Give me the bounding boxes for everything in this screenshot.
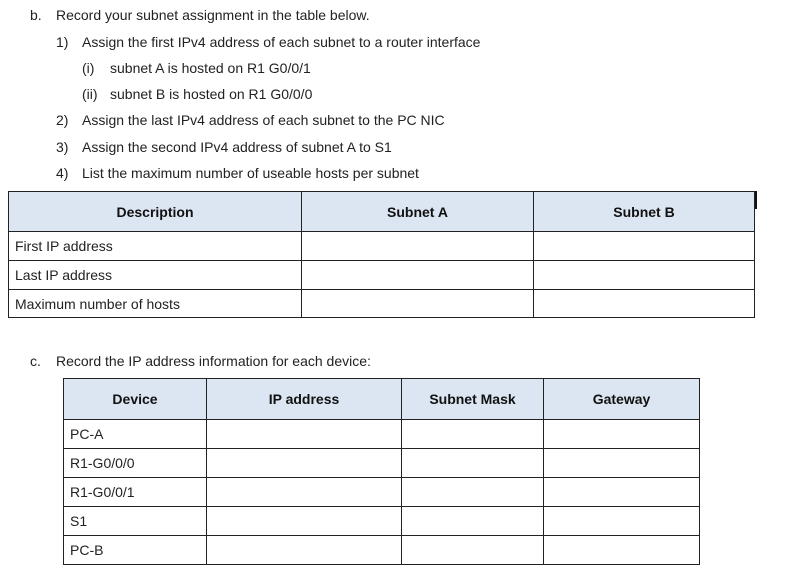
list-item-text: Assign the second IPv4 address of subnet A to S1: [82, 139, 392, 155]
device-label-s1: S1: [64, 507, 207, 536]
list-item-marker: 2): [56, 112, 69, 128]
list-item: [56, 139, 392, 155]
cell-pc-b-gateway[interactable]: [544, 536, 700, 565]
cell-pc-a-mask[interactable]: [402, 420, 544, 449]
column-header-description: Description: [9, 192, 302, 232]
device-label-r1-g001: R1-G0/0/1: [64, 478, 207, 507]
device-label-pc-b: PC-B: [64, 536, 207, 565]
cell-max-hosts-subnet-a[interactable]: [302, 290, 534, 318]
cell-max-hosts-subnet-b[interactable]: [534, 290, 755, 318]
device-table: [63, 378, 700, 565]
cell-r1-g001-gateway[interactable]: [544, 478, 700, 507]
table-row: [64, 420, 700, 449]
cell-first-ip-subnet-b[interactable]: [534, 232, 755, 261]
table-row: [64, 478, 700, 507]
list-item-text: List the maximum number of useable hosts per subnet: [82, 165, 419, 181]
list-item-marker: 3): [56, 139, 69, 155]
cell-last-ip-subnet-b[interactable]: [534, 261, 755, 290]
cell-r1-g001-ip[interactable]: [207, 478, 402, 507]
table-row: [9, 290, 755, 318]
table-row: [9, 261, 755, 290]
row-label-last-ip: Last IP address: [9, 261, 302, 290]
list-item-marker: 4): [56, 165, 69, 181]
table-header-row: [9, 192, 755, 232]
cell-s1-mask[interactable]: [402, 507, 544, 536]
row-label-first-ip: First IP address: [9, 232, 302, 261]
list-item-marker: (ii): [82, 86, 98, 102]
list-item-marker: 1): [56, 34, 69, 50]
column-header-ip-address: IP address: [207, 379, 402, 420]
cell-first-ip-subnet-a[interactable]: [302, 232, 534, 261]
text-cursor: [755, 191, 757, 209]
column-header-device: Device: [64, 379, 207, 420]
section-c-heading-text: Record the IP address information for each device:: [56, 353, 371, 369]
section-c-marker: c.: [30, 353, 41, 369]
cell-last-ip-subnet-a[interactable]: [302, 261, 534, 290]
list-item: [56, 34, 480, 50]
cell-pc-b-ip[interactable]: [207, 536, 402, 565]
list-item-text: subnet B is hosted on R1 G0/0/0: [110, 86, 313, 102]
column-header-subnet-a: Subnet A: [302, 192, 534, 232]
list-item-text: Assign the last IPv4 address of each subnet to the PC NIC: [82, 112, 445, 128]
cell-r1-g000-mask[interactable]: [402, 449, 544, 478]
section-b-heading-text: Record your subnet assignment in the table below.: [56, 7, 370, 23]
cell-r1-g000-ip[interactable]: [207, 449, 402, 478]
cell-pc-a-ip[interactable]: [207, 420, 402, 449]
cell-r1-g000-gateway[interactable]: [544, 449, 700, 478]
table-row: [64, 536, 700, 565]
list-item-text: Assign the first IPv4 address of each subnet to a router interface: [82, 34, 481, 50]
device-label-pc-a: PC-A: [64, 420, 207, 449]
device-label-r1-g000: R1-G0/0/0: [64, 449, 207, 478]
list-item: [56, 165, 419, 181]
table-row: [9, 232, 755, 261]
list-item: [56, 112, 445, 128]
cell-pc-a-gateway[interactable]: [544, 420, 700, 449]
cell-s1-gateway[interactable]: [544, 507, 700, 536]
table-row: [64, 507, 700, 536]
list-item-text: subnet A is hosted on R1 G0/0/1: [110, 60, 311, 76]
section-b-marker: b.: [30, 7, 42, 23]
cell-s1-ip[interactable]: [207, 507, 402, 536]
column-header-gateway: Gateway: [544, 379, 700, 420]
list-item: [82, 86, 312, 102]
list-item: [82, 60, 311, 76]
list-item-marker: (i): [82, 60, 95, 76]
row-label-max-hosts: Maximum number of hosts: [9, 290, 302, 318]
cell-r1-g001-mask[interactable]: [402, 478, 544, 507]
table-row: [64, 449, 700, 478]
table-header-row: [64, 379, 700, 420]
cell-pc-b-mask[interactable]: [402, 536, 544, 565]
section-b-heading: [30, 7, 370, 23]
column-header-subnet-b: Subnet B: [534, 192, 755, 232]
section-c-heading: [30, 353, 371, 369]
subnet-table: [8, 191, 755, 318]
column-header-subnet-mask: Subnet Mask: [402, 379, 544, 420]
